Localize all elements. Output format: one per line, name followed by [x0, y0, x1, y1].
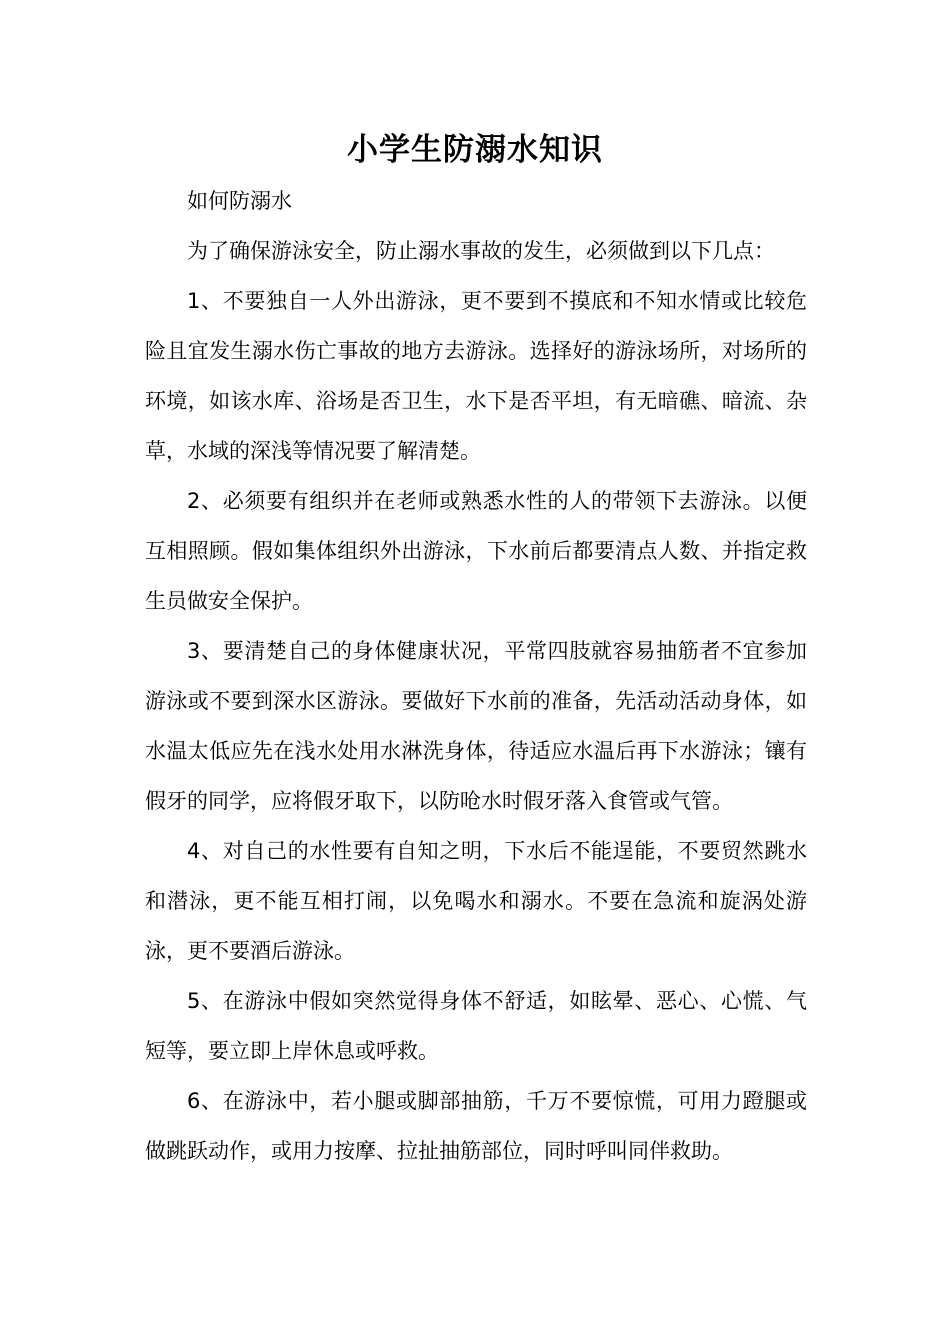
rule-item-1: 1、不要独自一人外出游泳，更不要到不摸底和不知水情或比较危险且宜发生溺水伤亡事故的地方去游泳。选择好的游泳场所，对场所的环境，如该水库、浴场是否卫生，水下是否平坦，有无暗礁、暗流、杂草，水域的深浅等情况要了解清楚。 — [145, 289, 807, 463]
rule-item-5: 5、在游泳中假如突然觉得身体不舒适，如眩晕、恶心、心慌、气短等，要立即上岸休息或呼救。 — [145, 989, 807, 1063]
document-body — [145, 176, 807, 1176]
rule-item-6: 6、在游泳中，若小腿或脚部抽筋，千万不要惊慌，可用力蹬腿或做跳跃动作，或用力按摩、拉扯抽筋部位，同时呼叫同伴救助。 — [145, 1089, 807, 1163]
rule-item-4: 4、对自己的水性要有自知之明，下水后不能逞能，不要贸然跳水和潜泳，更不能互相打闹，以免喝水和溺水。不要在急流和旋涡处游泳，更不要酒后游泳。 — [145, 839, 807, 963]
document-title: 小学生防溺水知识 — [347, 132, 603, 168]
intro-paragraph: 为了确保游泳安全，防止溺水事故的发生，必须做到以下几点： — [187, 239, 775, 263]
rule-item-3: 3、要清楚自己的身体健康状况，平常四肢就容易抽筋者不宜参加游泳或不要到深水区游泳。要做好下水前的准备，先活动活动身体，如水温太低应先在浅水处用水淋洗身体，待适应水温后再下水游泳；镶有假牙的同学，应将假牙取下，以防呛水时假牙落入食管或气管。 — [145, 639, 807, 813]
rule-item-2: 2、必须要有组织并在老师或熟悉水性的人的带领下去游泳。以便互相照顾。假如集体组织外出游泳，下水前后都要清点人数、并指定救生员做安全保护。 — [145, 489, 807, 613]
subtitle-paragraph: 如何防溺水 — [187, 189, 292, 213]
